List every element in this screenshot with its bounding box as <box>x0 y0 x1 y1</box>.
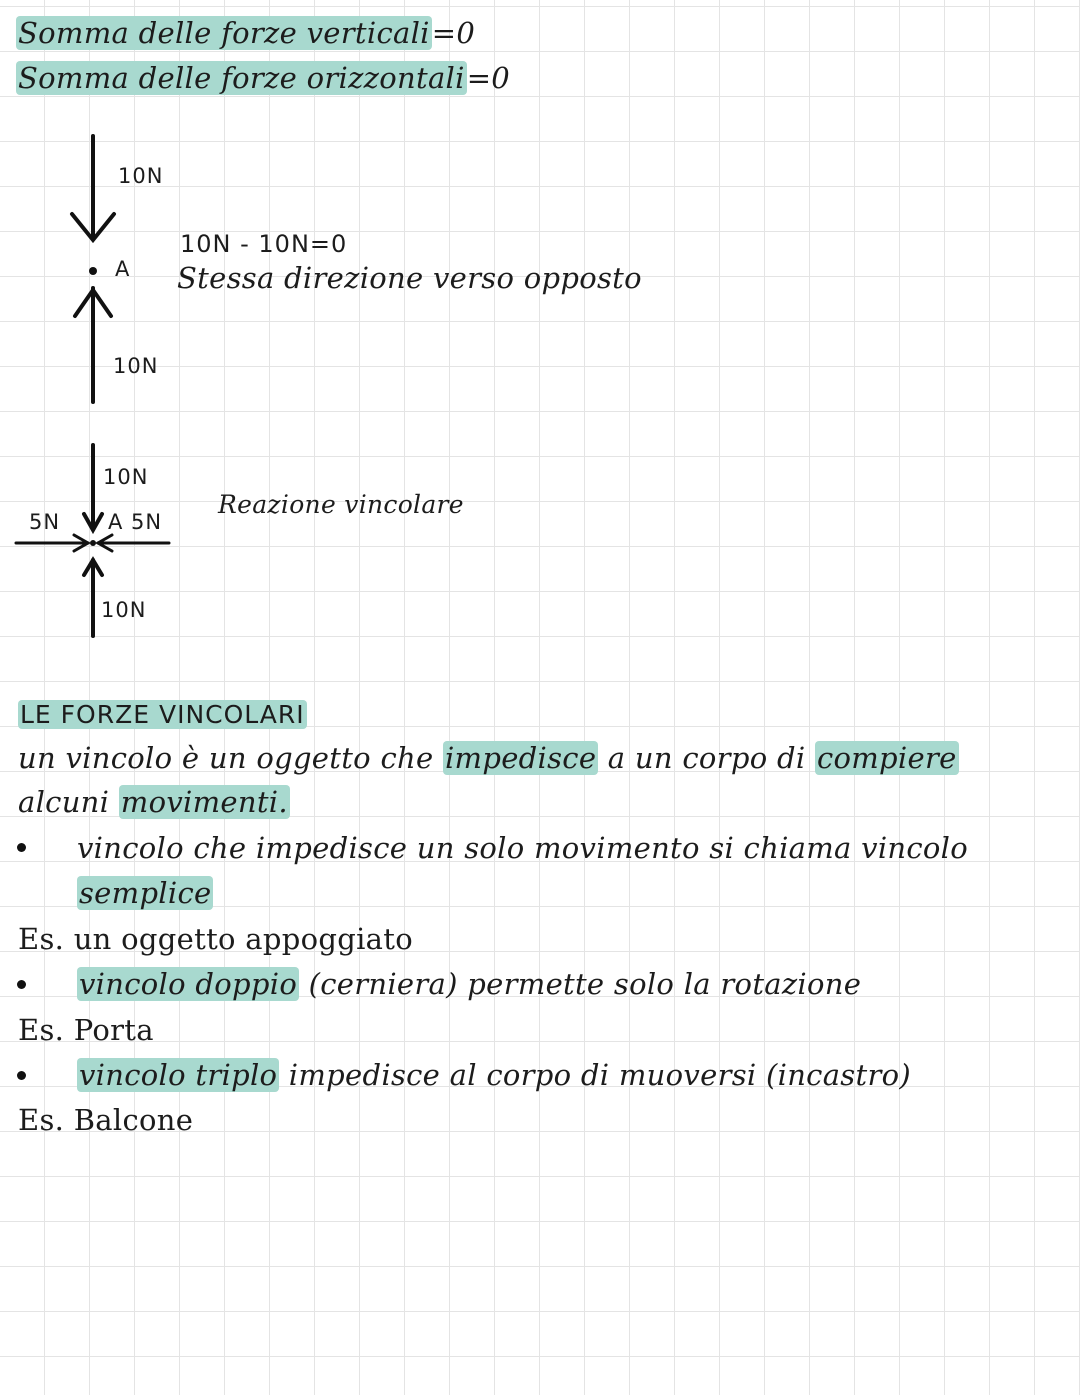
highlight-movimenti: movimenti. <box>120 785 288 819</box>
force-label-top: 10N <box>118 164 164 188</box>
example-2: Es. Porta <box>18 1013 154 1047</box>
up-arrow-icon <box>75 288 111 402</box>
point-a-dot-2 <box>90 540 96 546</box>
bullet-icon <box>17 1071 26 1080</box>
bullet2: vincolo doppio (cerniera) permette solo la rotazione <box>79 967 862 1001</box>
force-description: Stessa direzione verso opposto <box>177 261 642 295</box>
bullet3: vincolo triplo impedisce al corpo di muoversi (incastro) <box>79 1058 911 1092</box>
force-label-top-2: 10N <box>103 465 149 489</box>
intro-line-1: un vincolo è un oggetto che impedisce a un corpo di compiere <box>18 741 957 775</box>
force-label-bottom: 10N <box>113 354 159 378</box>
right-arrow-icon <box>16 535 88 551</box>
reaction-caption: Reazione vincolare <box>218 490 464 519</box>
bullet-icon <box>17 843 26 852</box>
intro-line-2: alcuni movimenti. <box>18 785 288 819</box>
point-a-dot <box>89 267 97 275</box>
force-label-right: A 5N <box>108 510 163 534</box>
equation-vertical: Somma delle forze verticali=0 <box>18 16 476 50</box>
highlight-vertical: Somma delle forze verticali <box>18 16 430 50</box>
left-arrow-icon <box>98 535 169 551</box>
force-equation: 10N - 10N=0 <box>180 230 348 258</box>
force-label-bottom-2: 10N <box>101 598 147 622</box>
equation-horizontal: Somma delle forze orizzontali=0 <box>18 61 511 95</box>
highlight-vincolo-triplo: vincolo triplo <box>79 1058 278 1092</box>
point-label-a: A <box>115 257 131 281</box>
highlight-semplice: semplice <box>79 876 212 910</box>
example-1: Es. un oggetto appoggiato <box>18 922 413 956</box>
highlight-compiere: compiere <box>816 741 957 775</box>
bullet-icon <box>17 980 26 989</box>
down-arrow-icon <box>72 136 114 240</box>
up-arrow-icon-2 <box>84 560 102 636</box>
force-label-left: 5N <box>29 510 61 534</box>
section-title: LE FORZE VINCOLARI <box>20 700 305 729</box>
highlight-horizontal: Somma delle forze orizzontali <box>18 61 465 95</box>
down-arrow-icon-2 <box>84 445 102 530</box>
bullet1-line2 <box>77 876 213 910</box>
example-3: Es. Balcone <box>18 1103 194 1137</box>
bullet1-line1: vincolo che impedisce un solo movimento si chiama vincolo <box>77 831 969 865</box>
highlight-impedisce: impedisce <box>444 741 597 775</box>
highlight-vincolo-doppio: vincolo doppio <box>79 967 298 1001</box>
